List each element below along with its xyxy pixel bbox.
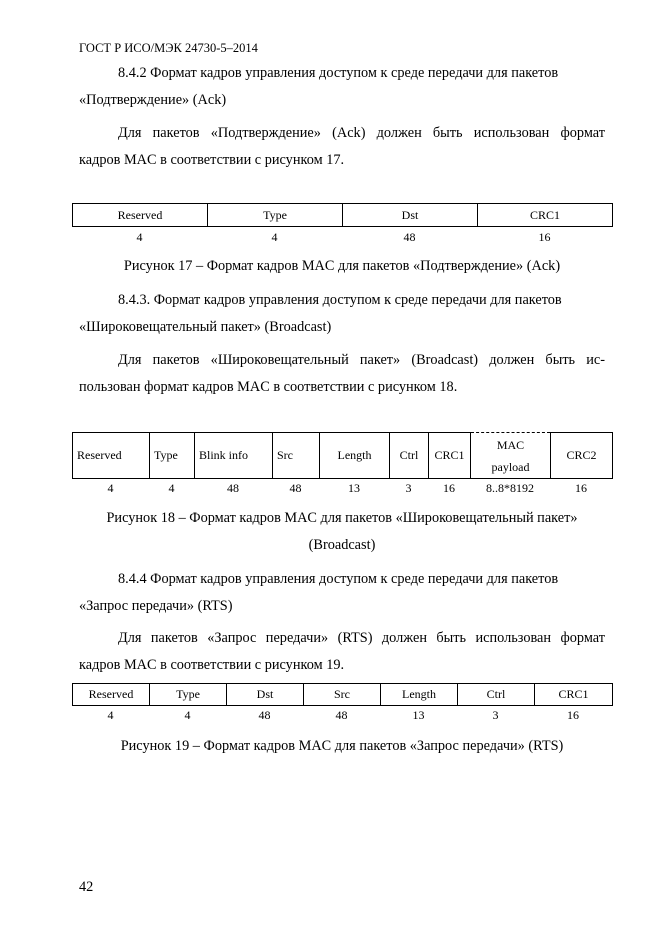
fig18-field-crc2: CRC2: [551, 433, 613, 479]
section-8-4-2-heading-line2: «Подтверждение» (Ack): [79, 92, 227, 108]
section-8-4-4-paragraph-line2: кадров MAC в соответствии с рисунком 19.: [79, 657, 345, 673]
page-number: 42: [79, 879, 94, 895]
fig19-size: 48: [258, 708, 271, 722]
fig17-size: 4: [271, 230, 278, 244]
figure-19-sizes: [72, 708, 612, 723]
section-8-4-2-heading-line1: 8.4.2 Формат кадров управления доступом к среде передачи для пакетов: [118, 65, 559, 81]
fig18-field-crc1: CRC1: [429, 433, 471, 479]
fig19-field-dst: Dst: [227, 684, 304, 706]
fig19-field-length: Length: [381, 684, 458, 706]
fig18-size: 4: [107, 481, 114, 495]
fig19-field-src: Src: [304, 684, 381, 706]
fig17-field-crc1: CRC1: [478, 204, 613, 227]
figure-17-caption: Рисунок 17 – Формат кадров MAC для пакетов «Подтверждение» (Ack): [123, 258, 561, 274]
section-8-4-4-heading-line2: «Запрос передачи» (RTS): [79, 598, 233, 614]
figure-17-frame-table: [72, 203, 613, 227]
figure-19-frame-table: [72, 683, 613, 706]
section-8-4-3-heading-line2: «Широковещательный пакет» (Broadcast): [79, 319, 332, 335]
fig19-size: 4: [184, 708, 191, 722]
fig18-size: 13: [348, 481, 360, 495]
figure-18-caption-line1: Рисунок 18 – Формат кадров MAC для пакетов «Широковещательный пакет»: [106, 510, 578, 526]
fig18-field-mac-label: MAC: [496, 437, 525, 452]
fig19-field-ctrl: Ctrl: [458, 684, 535, 706]
fig18-field-ctrl: Ctrl: [390, 433, 429, 479]
fig17-field-dst: Dst: [343, 204, 478, 227]
fig18-field-reserved: Reserved: [73, 433, 150, 479]
fig18-field-type: Type: [150, 433, 195, 479]
figure-19-caption: Рисунок 19 – Формат кадров MAC для пакетов «Запрос передачи» (RTS): [120, 738, 564, 754]
fig18-size: 16: [575, 481, 587, 495]
figure-18-sizes: [72, 481, 612, 496]
fig18-size: 16: [443, 481, 455, 495]
fig19-field-crc1: CRC1: [535, 684, 613, 706]
section-8-4-4-paragraph-line1: Для пакетов «Запрос передачи» (RTS) должен быть использован формат: [118, 630, 605, 646]
fig18-size: 4: [168, 481, 175, 495]
figure-18-caption-line2: (Broadcast): [308, 537, 376, 553]
fig17-size: 16: [538, 230, 551, 244]
fig17-size: 4: [136, 230, 143, 244]
fig17-field-reserved: Reserved: [73, 204, 208, 227]
fig18-field-mac-payload: [471, 433, 551, 479]
section-8-4-2-paragraph-line1: Для пакетов «Подтверждение» (Ack) должен быть использован формат: [118, 125, 605, 141]
figure-18-frame-table: [72, 432, 613, 479]
fig19-size: 13: [412, 708, 425, 722]
fig17-field-type: Type: [208, 204, 343, 227]
fig19-size: 4: [107, 708, 114, 722]
fig18-field-blink-info: Blink info: [195, 433, 273, 479]
fig19-field-type: Type: [150, 684, 227, 706]
fig17-size: 48: [403, 230, 416, 244]
document-header: ГОСТ Р ИСО/МЭК 24730-5–2014: [79, 41, 258, 55]
fig19-field-reserved: Reserved: [73, 684, 150, 706]
section-8-4-3-heading-line1: 8.4.3. Формат кадров управления доступом к среде передачи для пакетов: [118, 292, 562, 308]
fig19-size: 48: [335, 708, 348, 722]
fig19-size: 3: [492, 708, 499, 722]
section-8-4-4-heading-line1: 8.4.4 Формат кадров управления доступом к среде передачи для пакетов: [118, 571, 559, 587]
fig18-field-src: Src: [273, 433, 320, 479]
fig18-field-length: Length: [320, 433, 390, 479]
fig18-size: 48: [289, 481, 302, 495]
fig18-size: 48: [227, 481, 239, 495]
figure-17-sizes: [72, 230, 612, 245]
section-8-4-3-paragraph-line2: пользован формат кадров MAC в соответствии с рисунком 18.: [79, 379, 458, 395]
fig19-size: 16: [567, 708, 579, 722]
fig18-field-payload-label: payload: [491, 459, 530, 474]
fig18-size: 3: [405, 481, 412, 495]
section-8-4-3-paragraph-line1: Для пакетов «Широковещательный пакет» (Broadcast) должен быть ис-: [118, 352, 605, 368]
section-8-4-2-paragraph-line2: кадров MAC в соответствии с рисунком 17.: [79, 152, 345, 168]
fig18-size: 8..8*8192: [486, 481, 534, 495]
